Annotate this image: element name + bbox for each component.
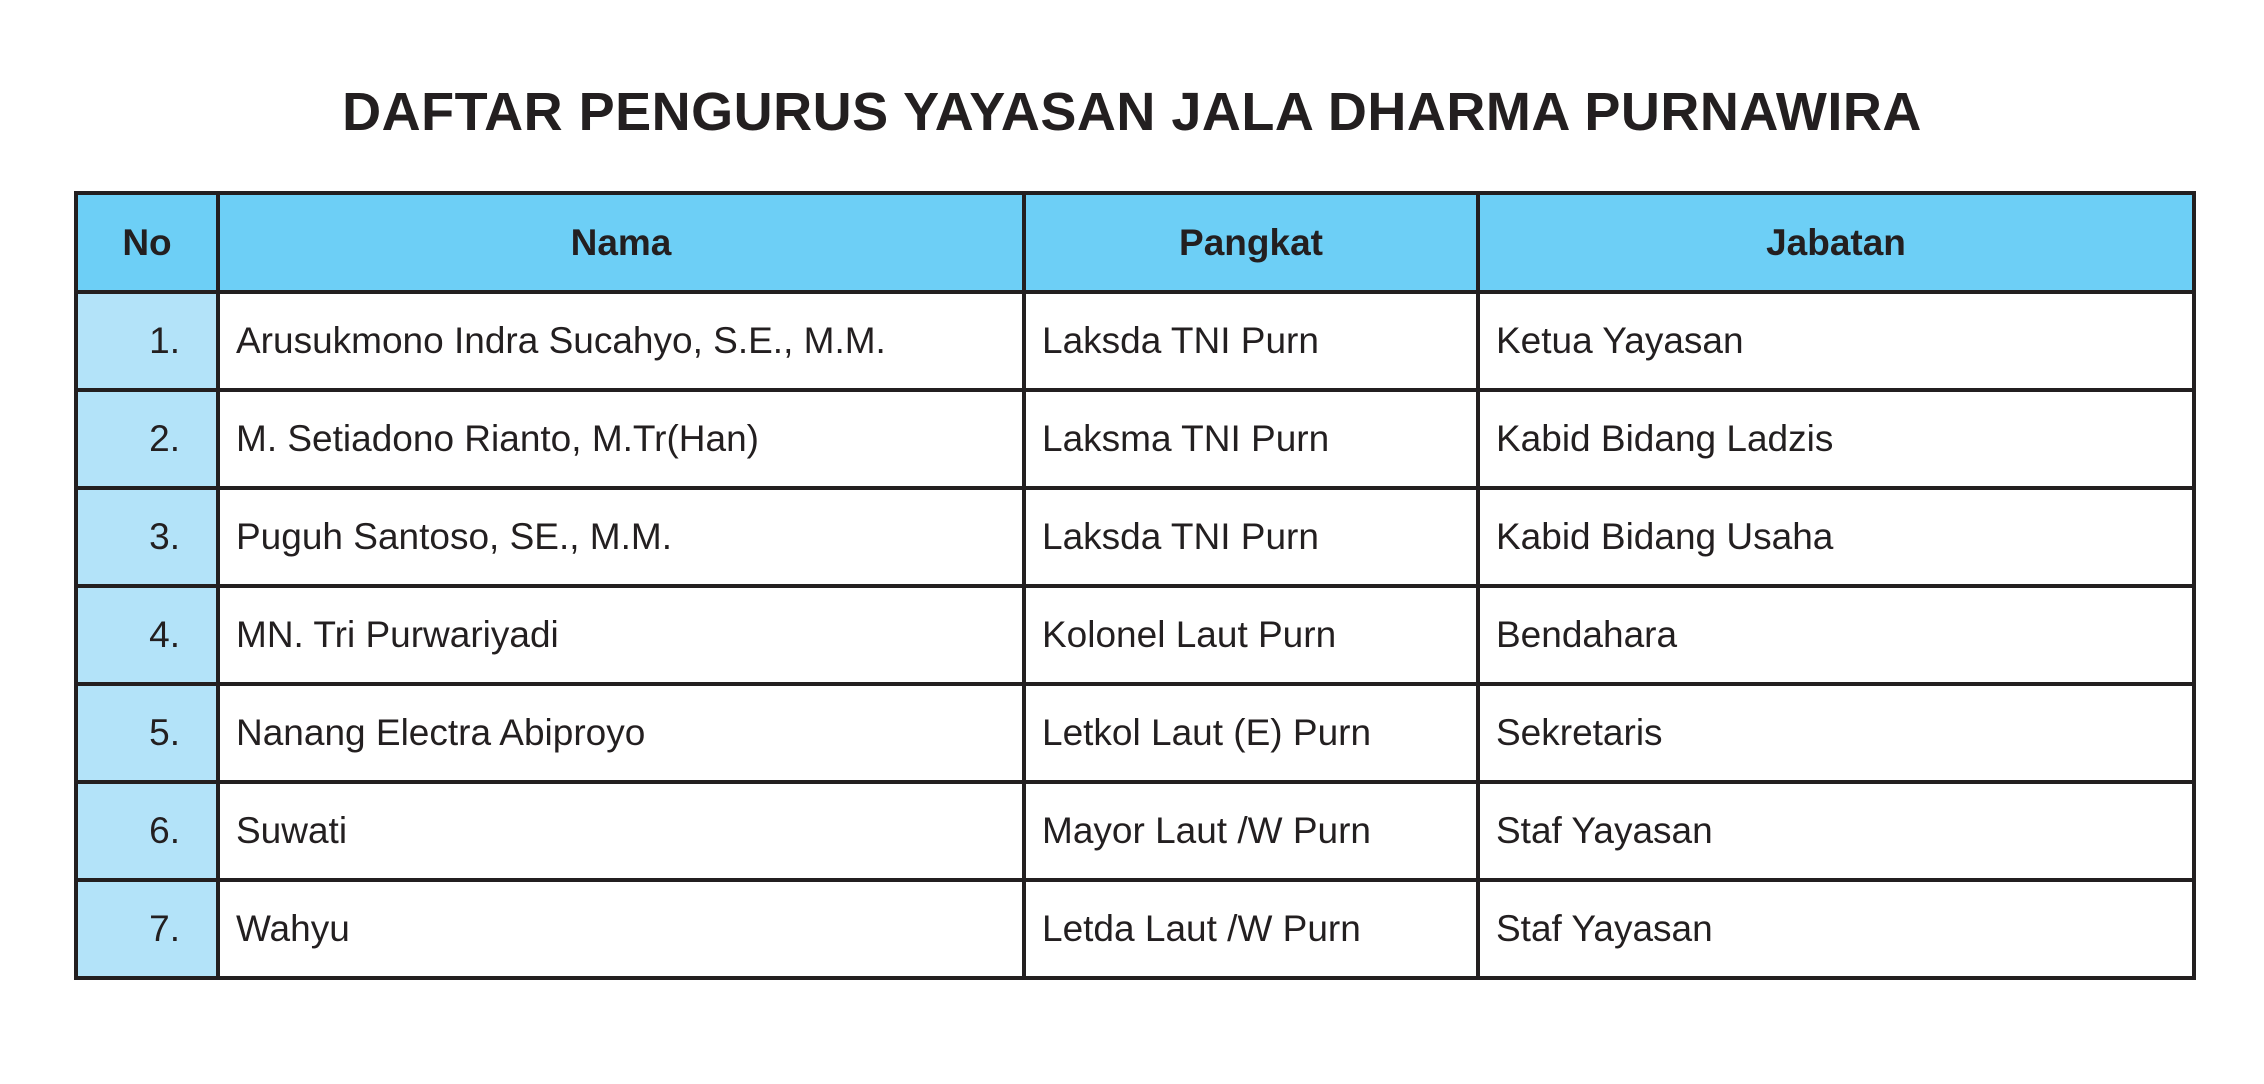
table-row [76,488,2194,586]
cell-nama: Suwati [218,782,1024,880]
cell-pangkat: Laksda TNI Purn [1024,488,1478,586]
cell-nama: Puguh Santoso, SE., M.M. [218,488,1024,586]
cell-pangkat: Mayor Laut /W Purn [1024,782,1478,880]
table-header [76,193,2194,292]
cell-nama: M. Setiadono Rianto, M.Tr(Han) [218,390,1024,488]
cell-no: 7. [76,880,218,978]
pengurus-table [74,191,2196,980]
cell-jabatan: Staf Yayasan [1478,782,2194,880]
cell-pangkat: Kolonel Laut Purn [1024,586,1478,684]
cell-nama: MN. Tri Purwariyadi [218,586,1024,684]
cell-pangkat: Letkol Laut (E) Purn [1024,684,1478,782]
header-no: No [76,193,218,292]
cell-nama: Arusukmono Indra Sucahyo, S.E., M.M. [218,292,1024,390]
cell-no: 1. [76,292,218,390]
table-row [76,782,2194,880]
cell-no: 2. [76,390,218,488]
cell-jabatan: Sekretaris [1478,684,2194,782]
cell-jabatan: Ketua Yayasan [1478,292,2194,390]
cell-nama: Nanang Electra Abiproyo [218,684,1024,782]
page-title: DAFTAR PENGURUS YAYASAN JALA DHARMA PURNAWIRA [342,82,1922,142]
table-row [76,880,2194,978]
table-header-row [76,193,2194,292]
cell-no: 5. [76,684,218,782]
table-row [76,684,2194,782]
table-row [76,292,2194,390]
cell-no: 6. [76,782,218,880]
cell-nama: Wahyu [218,880,1024,978]
cell-jabatan: Kabid Bidang Usaha [1478,488,2194,586]
table-row [76,390,2194,488]
cell-jabatan: Staf Yayasan [1478,880,2194,978]
cell-pangkat: Letda Laut /W Purn [1024,880,1478,978]
table-body [76,292,2194,978]
cell-no: 4. [76,586,218,684]
cell-pangkat: Laksma TNI Purn [1024,390,1478,488]
header-nama: Nama [218,193,1024,292]
table-row [76,586,2194,684]
header-jabatan: Jabatan [1478,193,2194,292]
cell-no: 3. [76,488,218,586]
cell-jabatan: Bendahara [1478,586,2194,684]
header-pangkat: Pangkat [1024,193,1478,292]
cell-jabatan: Kabid Bidang Ladzis [1478,390,2194,488]
cell-pangkat: Laksda TNI Purn [1024,292,1478,390]
